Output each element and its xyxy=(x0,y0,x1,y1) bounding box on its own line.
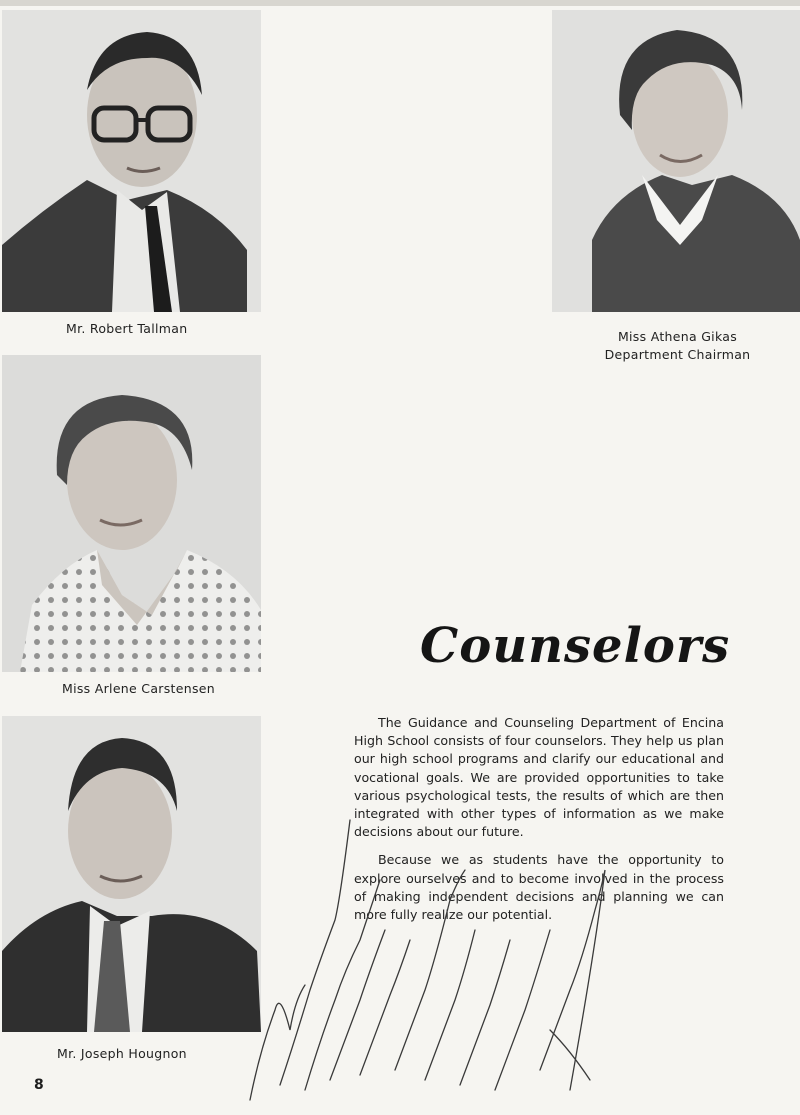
caption-arlene-carstensen: Miss Arlene Carstensen xyxy=(62,681,215,696)
caption-athena-gikas xyxy=(590,328,765,364)
paragraph-1: The Guidance and Counseling Department of Encina High School consists of four counselors. They help us plan our high school programs and clarify our educational and vocational goals. We are provided opportunities to take various psychological tests, the results of which are then integrated with other types of information as we make decisions about our future. xyxy=(354,715,724,840)
portrait-woman-collar xyxy=(552,10,800,312)
caption-robert-tallman: Mr. Robert Tallman xyxy=(66,321,188,336)
caption-athena-gikas-title: Department Chairman xyxy=(604,347,751,362)
handwritten-signature-note xyxy=(210,800,630,1110)
page-title: Counselors xyxy=(420,618,731,674)
photo-athena-gikas xyxy=(552,10,800,312)
portrait-woman-polka-dots xyxy=(2,355,261,672)
page-top-edge xyxy=(0,0,800,6)
photo-robert-tallman xyxy=(2,10,261,312)
handwriting-strokes xyxy=(210,800,630,1110)
page-number: 8 xyxy=(34,1077,44,1093)
caption-athena-gikas-name: Miss Athena Gikas xyxy=(617,329,738,344)
caption-joseph-hougnon: Mr. Joseph Hougnon xyxy=(57,1046,187,1061)
portrait-man-glasses xyxy=(2,10,261,312)
photo-arlene-carstensen xyxy=(2,355,261,672)
paragraph-2: Because we as students have the opportunity to explore ourselves and to become involved in the process of making independent decisions and planning we can more fully realize our potential. xyxy=(354,852,724,923)
